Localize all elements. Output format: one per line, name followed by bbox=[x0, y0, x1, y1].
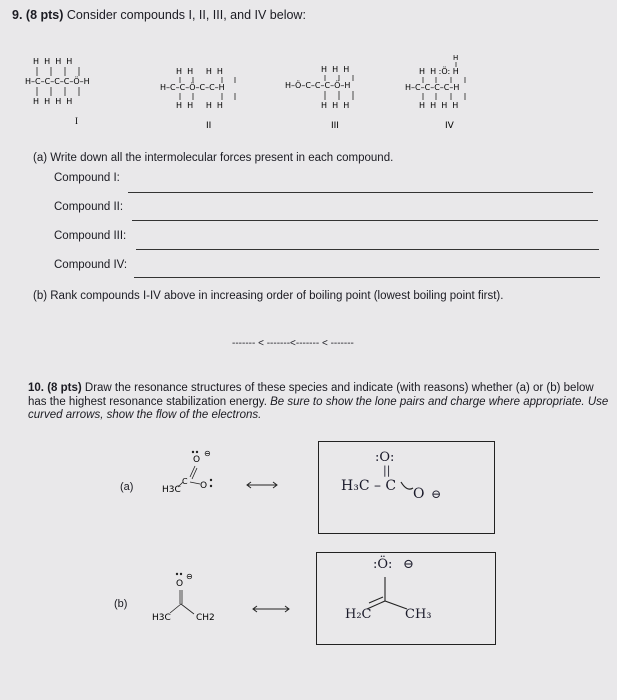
q10-instructions: Be sure to show the lone pairs and charge where appropriate. Use curved arrows, show the flow of the electrons. bbox=[28, 395, 609, 421]
compound-I-bottom-h: H H H H bbox=[33, 97, 73, 106]
answer-b-h2c: H₂C bbox=[345, 607, 372, 622]
answer-b-o-top: :Ö: bbox=[373, 557, 393, 572]
q9-points: (8 pts) bbox=[25, 8, 64, 22]
q9-number: 9. bbox=[12, 8, 23, 22]
structure-a-carbon: C bbox=[182, 477, 188, 486]
resonance-arrow-b bbox=[250, 604, 292, 614]
compound-IV-oh-row: H H :Ö: H bbox=[419, 67, 459, 76]
compound-I-top-h: H H H H bbox=[33, 57, 73, 66]
compound-III-label: III bbox=[331, 121, 339, 131]
compound-II-field-label: Compound II: bbox=[54, 201, 124, 213]
q9-part-a: (a) Write down all the intermolecular forces present in each compound. bbox=[33, 152, 394, 164]
q10-prompt: Draw the resonance structures of these species and indicate (with reasons) whether (a) or (b) below has the highest resonance stabilization energy. bbox=[28, 382, 594, 408]
compound-II-answer-line[interactable] bbox=[132, 220, 598, 221]
answer-a-formula: H₃C – C bbox=[341, 478, 397, 494]
q10-block bbox=[28, 382, 613, 423]
compound-I bbox=[25, 57, 90, 126]
structure-b-h3c: H3C bbox=[152, 613, 171, 623]
compound-II-top-h: H H H H bbox=[176, 67, 223, 76]
structure-a-o-top: O bbox=[193, 455, 201, 465]
q9-header bbox=[12, 8, 306, 22]
compound-I-chain: H–C–C–C–C–Ö–H bbox=[25, 77, 90, 86]
compound-III-answer-line[interactable] bbox=[136, 249, 599, 250]
compound-IV-chain: H–C–C–C–C–H bbox=[405, 83, 460, 92]
compound-IV-label: IV bbox=[445, 121, 454, 131]
answer-a-double-bond: || bbox=[383, 464, 391, 477]
compound-II-bottom-h: H H H H bbox=[176, 101, 223, 110]
compound-III-bottom-h: H H H bbox=[321, 101, 350, 110]
structure-a bbox=[160, 444, 250, 504]
answer-box-a[interactable] bbox=[318, 441, 495, 534]
answer-a-charge: ⊖ bbox=[431, 487, 442, 501]
structure-b-charge: ⊖ bbox=[186, 572, 193, 581]
structure-b-ch2: CH2 bbox=[196, 613, 215, 623]
structure-a-o-right: O bbox=[200, 481, 208, 491]
q9-part-b: (b) Rank compounds I-IV above in increasing order of boiling point (lowest boiling point first). bbox=[33, 290, 504, 302]
compound-structures bbox=[25, 52, 505, 132]
ranking-blanks[interactable]: ------- < -------<------- < ------- bbox=[232, 338, 354, 349]
compound-II-label: II bbox=[206, 121, 212, 131]
answer-box-b[interactable] bbox=[316, 552, 496, 645]
compound-I-field-label: Compound I: bbox=[54, 172, 120, 184]
answer-a-o-right: O bbox=[413, 486, 425, 502]
compound-III bbox=[285, 65, 353, 131]
compound-IV bbox=[405, 54, 465, 131]
q10-number: 10. bbox=[28, 382, 44, 394]
compound-I-answer-line[interactable] bbox=[128, 192, 593, 193]
structure-a-label: (a) bbox=[120, 481, 134, 493]
compound-IV-answer-line[interactable] bbox=[134, 277, 600, 278]
q9-prompt: Consider compounds I, II, III, and IV below: bbox=[66, 8, 306, 22]
structure-b bbox=[150, 566, 240, 626]
answer-a-o-top: :O: bbox=[375, 450, 395, 465]
compound-III-field-label: Compound III: bbox=[54, 230, 127, 242]
resonance-arrow-a bbox=[244, 480, 280, 490]
q10-points: (8 pts) bbox=[47, 382, 82, 394]
compound-II-chain: H–C–C–Ö–C–C–H bbox=[160, 83, 225, 92]
compound-III-chain: H–Ö–C–C–C–Ö–H bbox=[285, 81, 351, 90]
compound-IV-bottom-h: H H H H bbox=[419, 101, 459, 110]
compound-III-top-h: H H H bbox=[321, 65, 350, 74]
compound-IV-field-label: Compound IV: bbox=[54, 259, 128, 271]
structure-a-charge: ⊖ bbox=[204, 449, 211, 458]
compound-II bbox=[160, 67, 235, 131]
structure-a-h3c: H3C bbox=[162, 485, 181, 495]
answer-b-charge: ⊖ bbox=[403, 557, 414, 572]
structure-b-label: (b) bbox=[114, 598, 128, 610]
compound-IV-top-h: H bbox=[453, 54, 459, 62]
answer-b-ch3: CH₃ bbox=[405, 607, 432, 622]
structure-b-o-top: O bbox=[176, 579, 184, 589]
compound-I-label: I bbox=[75, 116, 78, 126]
